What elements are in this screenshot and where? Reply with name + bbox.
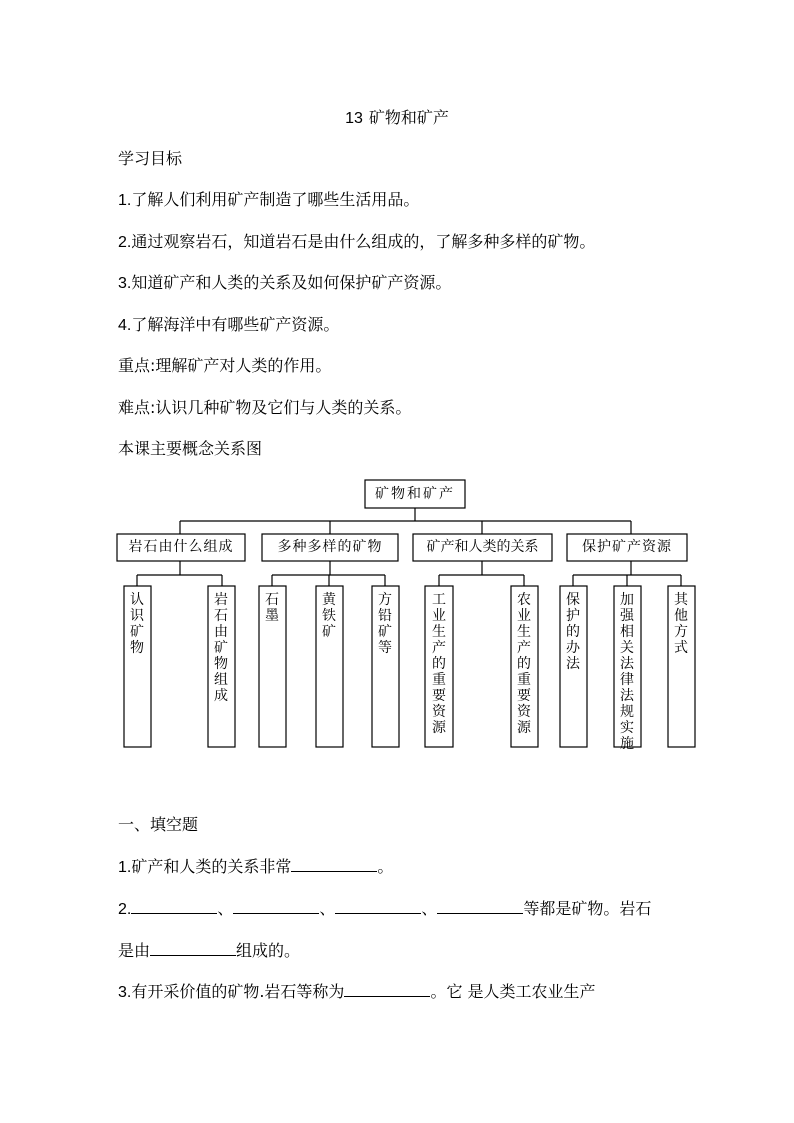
leaf-char: 关 xyxy=(620,640,634,656)
answer-blank[interactable] xyxy=(335,897,421,914)
question-2-continued: 是由 组成的。 xyxy=(118,941,301,960)
leaf-char: 矿 xyxy=(378,624,392,640)
leaf-char: 法 xyxy=(620,688,634,704)
leaf-label-other-ways xyxy=(669,592,693,656)
answer-blank[interactable] xyxy=(150,939,236,956)
leaf-char: 重 xyxy=(517,672,531,688)
leaf-char: 方 xyxy=(674,624,688,640)
leaf-char: 护 xyxy=(566,608,580,624)
leaf-char: 产 xyxy=(517,640,531,656)
leaf-label-galena xyxy=(373,592,397,656)
leaf-char: 生 xyxy=(517,624,531,640)
leaf-char: 的 xyxy=(432,656,446,672)
leaf-char: 铅 xyxy=(378,608,392,624)
leaf-char: 源 xyxy=(432,720,446,736)
leaf-char: 法 xyxy=(620,656,634,672)
leaf-char: 矿 xyxy=(322,624,336,640)
answer-blank[interactable] xyxy=(291,855,377,872)
objective-4: 4.了解海洋中有哪些矿产资源。 xyxy=(118,315,340,334)
leaf-label-know-minerals xyxy=(125,592,149,656)
lesson-title: 矿物和矿产 xyxy=(368,108,449,127)
leaf-char: 加 xyxy=(620,592,634,608)
objective-2: 2.通过观察岩石，知道岩石是由什么组成的，了解多种多样的矿物。 xyxy=(118,232,596,251)
leaf-char: 的 xyxy=(566,624,580,640)
key-point: 重点:理解矿产对人类的作用。 xyxy=(118,356,332,375)
answer-blank[interactable] xyxy=(131,897,217,914)
leaf-char: 矿 xyxy=(214,640,228,656)
leaf-char: 他 xyxy=(674,608,688,624)
question-2: 2. 、 、 、 等都是矿物。岩石 xyxy=(118,899,652,918)
leaf-label-agricultural-resource xyxy=(512,592,536,736)
leaf-char: 业 xyxy=(432,608,446,624)
leaf-char: 相 xyxy=(620,624,634,640)
leaf-label-protection-methods xyxy=(561,592,585,672)
leaf-char: 强 xyxy=(620,608,634,624)
question-3: 3.有开采价值的矿物.岩石等称为 。它 是人类工农业生产 xyxy=(118,982,596,1001)
leaf-char: 施 xyxy=(620,736,634,752)
leaf-label-graphite xyxy=(260,592,284,624)
leaf-char: 农 xyxy=(517,592,531,608)
leaf-label-law-enforcement xyxy=(615,592,639,752)
leaf-char: 资 xyxy=(432,704,446,720)
leaf-char: 石 xyxy=(214,608,228,624)
objective-1: 1.了解人们利用矿产制造了哪些生活用品。 xyxy=(118,190,420,209)
leaf-char: 办 xyxy=(566,640,580,656)
leaf-char: 由 xyxy=(214,624,228,640)
leaf-char: 资 xyxy=(517,704,531,720)
root-label: 矿物和矿产 xyxy=(375,486,455,502)
objectives-heading: 学习目标 xyxy=(118,149,183,168)
leaf-char: 物 xyxy=(130,640,144,656)
leaf-char: 实 xyxy=(620,720,634,736)
objective-3: 3.知道矿产和人类的关系及如何保护矿产资源。 xyxy=(118,273,452,292)
leaf-char: 铁 xyxy=(322,608,336,624)
group-label-3: 矿产和人类的关系 xyxy=(426,539,539,555)
leaf-char: 认 xyxy=(130,592,144,608)
leaf-char: 律 xyxy=(620,672,634,688)
leaf-char: 法 xyxy=(566,656,580,672)
leaf-char: 业 xyxy=(517,608,531,624)
lesson-number: 13 xyxy=(345,110,363,127)
leaf-char: 保 xyxy=(566,592,580,608)
leaf-char: 黄 xyxy=(322,592,336,608)
leaf-char: 成 xyxy=(214,688,228,704)
leaf-char: 等 xyxy=(378,640,392,656)
leaf-label-industrial-resource xyxy=(427,592,451,736)
difficulty: 难点:认识几种矿物及它们与人类的关系。 xyxy=(118,398,412,417)
leaf-char: 要 xyxy=(517,688,531,704)
leaf-char: 岩 xyxy=(214,592,228,608)
leaf-char: 工 xyxy=(432,592,446,608)
leaf-char: 其 xyxy=(674,592,688,608)
leaf-char: 规 xyxy=(620,704,634,720)
leaf-char: 式 xyxy=(674,640,688,656)
answer-blank[interactable] xyxy=(437,897,523,914)
group-label-1: 岩石由什么组成 xyxy=(128,539,234,555)
leaf-char: 产 xyxy=(432,640,446,656)
exercise-heading: 一、填空题 xyxy=(118,815,199,834)
leaf-char: 要 xyxy=(432,688,446,704)
leaf-char: 方 xyxy=(378,592,392,608)
leaf-char: 石 xyxy=(265,592,279,608)
leaf-char: 墨 xyxy=(265,608,279,624)
leaf-char: 的 xyxy=(517,656,531,672)
group-label-2: 多种多样的矿物 xyxy=(277,539,383,555)
group-label-4: 保护矿产资源 xyxy=(582,539,672,555)
leaf-label-rock-composition xyxy=(209,592,233,704)
leaf-label-pyrite xyxy=(317,592,341,640)
leaf-char: 矿 xyxy=(130,624,144,640)
leaf-char: 源 xyxy=(517,720,531,736)
leaf-char: 组 xyxy=(214,672,228,688)
leaf-char: 物 xyxy=(214,656,228,672)
question-1: 1.矿产和人类的关系非常 。 xyxy=(118,857,394,876)
leaf-char: 生 xyxy=(432,624,446,640)
leaf-char: 重 xyxy=(432,672,446,688)
leaf-char: 识 xyxy=(130,608,144,624)
answer-blank[interactable] xyxy=(233,897,319,914)
answer-blank[interactable] xyxy=(344,980,430,997)
diagram-caption: 本课主要概念关系图 xyxy=(118,439,263,458)
